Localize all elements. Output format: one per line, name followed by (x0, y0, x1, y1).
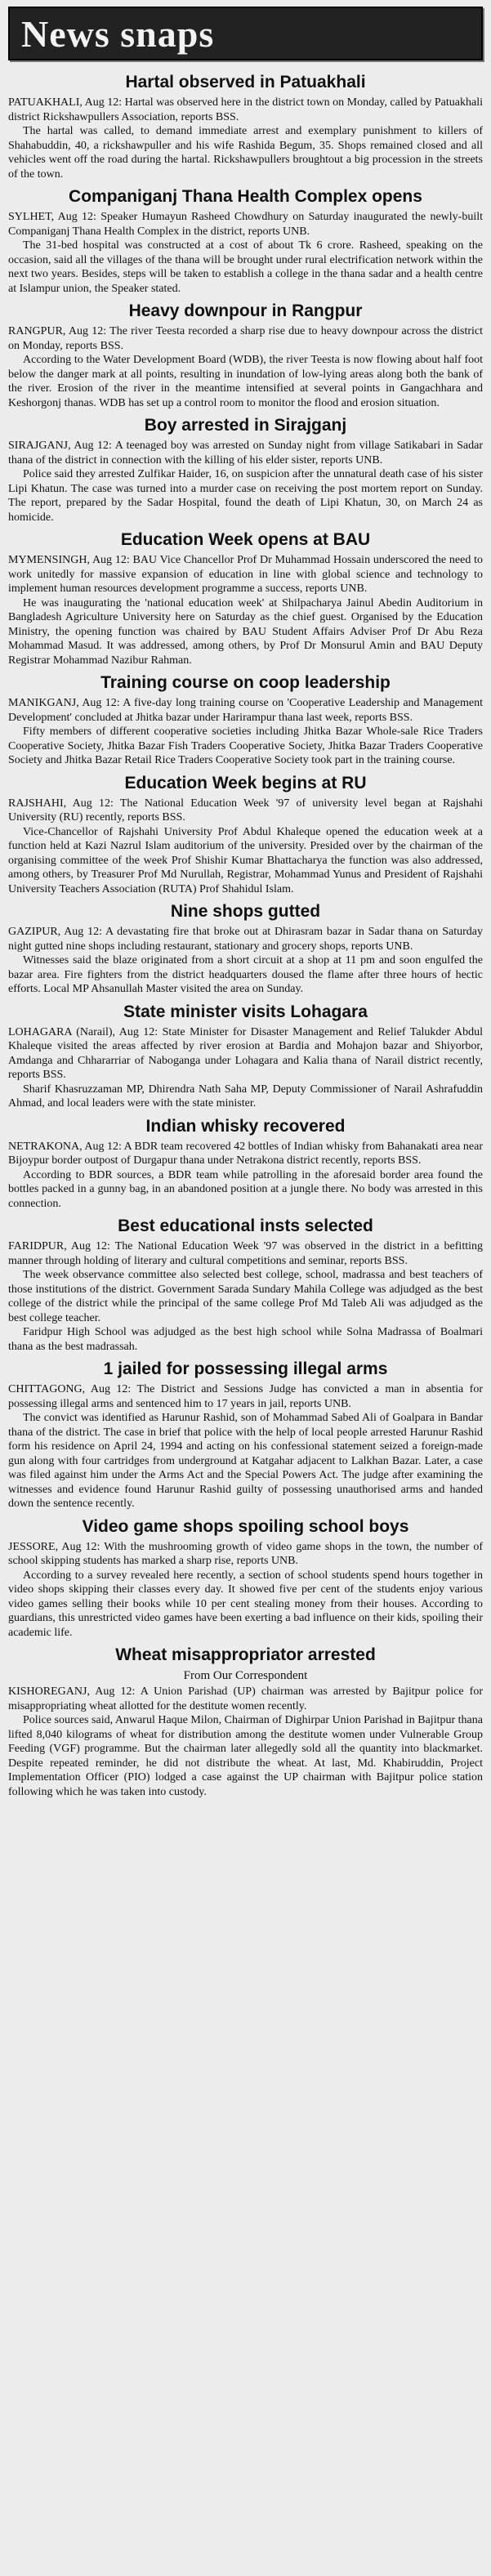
article (8, 72, 483, 181)
article-headline: 1 jailed for possessing illegal arms (103, 1359, 388, 1378)
article-paragraph: KISHOREGANJ, Aug 12: A Union Parishad (UP) chairman was arrested by Bajitpur police for misappropriating wheat allotted for the destitute women recently. (8, 1685, 483, 1712)
article-paragraph: CHITTAGONG, Aug 12: The District and Sessions Judge has convicted a man in absentia for possessing illegal arms and sentenced him to 17 years in jail, reports UNB. (8, 1383, 483, 1410)
article (8, 186, 483, 296)
article-headline: Heavy downpour in Rangpur (128, 301, 363, 320)
article-paragraph: LOHAGARA (Narail), Aug 12: State Minister for Disaster Management and Relief Talukder Abdul Khaleque visited the areas affected by river erosion at Bardia and Mohajon bazar and Shiyorbor, Amdanga and Chhararriar of Naboganga under Lohagara and Kalia thana of Narail district recently, reports BSS. (8, 1025, 483, 1081)
masthead-title: News snaps (8, 7, 483, 60)
article-paragraph: The week observance committee also selected best college, school, madrassa and best teachers of those institutions of the district. Government Sarada Sundary Mahila College was adjudged as the best college of the district while the principal of the same college Prof Md Taleb Ali was adjudged as the best college teacher. (8, 1269, 483, 1324)
article (8, 1116, 483, 1212)
article-paragraph: According to BDR sources, a BDR team while patrolling in the aforesaid border area found the bottles packed in a gunny bag, in an abandoned position at a jungle there. No body was arrested in this connection. (8, 1168, 483, 1210)
article-paragraph: RAJSHAHI, Aug 12: The National Education Week '97 of university level began at Rajshahi University (RU) recently, reports BSS. (8, 797, 483, 824)
article-paragraph: Sharif Khasruzzaman MP, Dhirendra Nath Saha MP, Deputy Commissioner of Narail Ashrafuddin Ahmad, and local leaders were with the state minister. (8, 1083, 483, 1109)
article-paragraph: He was inaugurating the 'national education week' at Shilpacharya Jainul Abedin Auditorium in Bangladesh Agriculture University here on Saturday as the chief guest. Organised by the Education Ministry, the opening function was chaired by BAU Student Affairs Adviser Prof Dr Abu Reza Mohammad Masud. It was addressed, among others, by Prof Dr Monsurul Amin and BAU Deputy Registrar Mohammad Nazibur Rahman. (8, 596, 483, 667)
article-byline: From Our Correspondent (183, 1669, 308, 1682)
article (8, 672, 483, 768)
article (8, 301, 483, 410)
article-headline: Wheat misappropriator arrested (115, 1645, 376, 1664)
article-paragraph: Witnesses said the blaze originated from a short circuit at a shop at 11 pm and soon engulfed the bazar area. Fire fighters from the district headquarters doused the flame after three hours of hectic efforts. Local MP Ahsanullah Master visited the area on Sunday. (8, 954, 483, 995)
article (8, 529, 483, 667)
article (8, 773, 483, 897)
article-paragraph: SIRAJGANJ, Aug 12: A teenaged boy was arrested on Sunday night from village Satikabari in Sadar thana of the district in connection with the killing of his elder sister, reports UNB. (8, 440, 483, 467)
article-headline: Education Week begins at RU (124, 773, 367, 792)
article-headline: Video game shops spoiling school boys (82, 1516, 409, 1536)
article-headline: Indian whisky recovered (145, 1116, 346, 1136)
article-headline: Nine shops gutted (170, 902, 321, 921)
article-headline: State minister visits Lohagara (123, 1002, 368, 1021)
articles-column (8, 72, 483, 1799)
article-paragraph: Fifty members of different cooperative societies including Jhitka Bazar Whole-sale Rice Traders Cooperative Society, Jhitka Bazar Fish Traders Cooperative Society, Jhitka Bazar Traders Cooperative Society and Jhitka Bazar Retail Rice Traders Cooperative Society took part in the training course. (8, 725, 483, 766)
article-paragraph: According to a survey revealed here recently, a section of school students spend hours together in video shops skipping their classes every day. It showed five per cent of the students enjoy various video games selling their books while 10 per cent stealing money from their houses. According to guardians, this unrestricted video games have been exerting a bad influence on their kids, spoiling their academic life. (8, 1569, 483, 1639)
article-headline: Companiganj Thana Health Complex opens (69, 187, 422, 206)
article-paragraph: MANIKGANJ, Aug 12: A five-day long training course on 'Cooperative Leadership and Management Development' concluded at Jhitka bazar under Harirampur thana last week, reports BSS. (8, 697, 483, 724)
article-headline: Best educational insts selected (118, 1217, 373, 1235)
article-paragraph: Police said they arrested Zulfikar Haider, 16, on suspicion after the unnatural death case of his sister Lipi Khatun. The case was turned into a murder case on receiving the post mortem report on Sunday. The report, prepared by the Sadar Hospital, found the death of Lipi Khatun, 30, on March 24 as homicide. (8, 468, 483, 524)
article-headline: Education Week opens at BAU (120, 530, 371, 549)
article (8, 1516, 483, 1641)
article-paragraph: MYMENSINGH, Aug 12: BAU Vice Chancellor Prof Dr Muhammad Hossain underscored the need to work unitedly for massive expansion of education in line with global science and technology to implement human resources development programme a success, reports UNB. (8, 554, 483, 595)
article (8, 415, 483, 525)
article-headline: Hartal observed in Patuakhali (125, 73, 366, 92)
article-paragraph: GAZIPUR, Aug 12: A devastating fire that broke out at Dhirasram bazar in Sadar thana on Saturday night gutted nine shops including restaurant, stationary and grocery shops, reports UNB. (8, 926, 483, 953)
article-paragraph: The hartal was called, to demand immediate arrest and exemplary punishment to killers of Shahabuddin, 40, a rickshawpuller and his wife Rashida Begum, 35. Shops remained closed and all vehicles went off the road during the hartal. Rickshawpullers broughtout a big procession in the streets of the town. (8, 125, 483, 181)
article (8, 1002, 483, 1111)
article-paragraph: According to the Water Development Board (WDB), the river Teesta is now flowing about half foot below the danger mark at all points, resulting in inundation of low-lying areas along both the bank of the river. Erosion of the river in the meantime intensified at several points in Gangachhara and Keshorgonj thanas. WDB has set up a control room to monitor the flood and erosion situation. (8, 354, 483, 409)
article-paragraph: JESSORE, Aug 12: With the mushrooming growth of video game shops in the town, the number of school skipping students has marked a sharp rise, reports UNB. (8, 1540, 483, 1567)
article-paragraph: FARIDPUR, Aug 12: The National Education Week '97 was observed in the district in a befitting manner through holding of literary and cultural competitions and seminar, reports BSS. (8, 1240, 483, 1267)
article-paragraph: Faridpur High School was adjudged as the best high school while Solna Madrassa of Boalmari thana as the best madrassah. (8, 1326, 483, 1353)
newspaper-page (0, 7, 491, 2576)
article-paragraph: The 31-bed hospital was constructed at a cost of about Tk 6 crore. Rasheed, speaking on the occasion, said all the villages of the thana will be brought under rural electrification network within the next two years. Besides, steps will be taken to establish a college in the thana sadar and a health centre at Islampur union, the Speaker stated. (8, 239, 483, 295)
article-paragraph: Police sources said, Anwarul Haque Milon, Chairman of Dighirpar Union Parishad in Bajitpur thana lifted 8,040 kilograms of wheat for distribution among the destitute women under Vulnerable Group Feeding (VGF) programme. But the chairman later allegedly sold all the quantity into blackmarket. Despite repeated reminder, he did not distribute the wheat. At last, Md. Khabiruddin, Project Implementation Officer (PIO) lodged a case against the UP chairman with Bajitpur police station following which he was taken into custody. (8, 1714, 483, 1798)
article (8, 901, 483, 997)
article-paragraph: SYLHET, Aug 12: Speaker Humayun Rasheed Chowdhury on Saturday inaugurated the newly-built Companiganj Thana Health Complex in the district, reports UNB. (8, 211, 483, 238)
article (8, 1359, 483, 1511)
article-headline: Training course on coop leadership (100, 673, 391, 692)
article-headline: Boy arrested in Sirajganj (144, 416, 347, 435)
article-paragraph: The convict was identified as Harunur Rashid, son of Mohammad Sabed Ali of Goalpara in Bandar thana of the district. The case in brief that police with the help of local people arrested Harunur Rashid form his residence on April 24, 1994 and acting on his confessional statement seized a foreign-made gun along with four cartridges from underground at Katgahar adjacent to Lalkhan Bazar. Later, a case was filed against him under the Arms Act and the Special Powers Act. The judge after examining the witnesses and evidence found Harunur Rashid guilty of possessing unauthorised arms and handed down the sentence recently. (8, 1412, 483, 1510)
article (8, 1645, 483, 1799)
article-paragraph: PATUAKHALI, Aug 12: Hartal was observed here in the district town on Monday, called by Patuakhali district Rickshawpullers Association, reports BSS. (8, 96, 483, 123)
article (8, 1216, 483, 1354)
article-paragraph: RANGPUR, Aug 12: The river Teesta recorded a sharp rise due to heavy downpour across the district on Monday, reports BSS. (8, 325, 483, 352)
article-paragraph: Vice-Chancellor of Rajshahi University Prof Abdul Khaleque opened the education week at a function held at Kazi Nazrul Islam auditorium of the university. Presided over by the chairman of the organising committee of the week Prof Shishir Kumar Bhattacharya the function was also addressed, among others, by Treasurer Prof Md Nurullah, Registrar, Mohammad Yunus and President of Rajshahi University Teachers Association (RUTA) Prof Shahidul Islam. (8, 825, 483, 895)
article-paragraph: NETRAKONA, Aug 12: A BDR team recovered 42 bottles of Indian whisky from Bahanakati area near Bijoypur border outpost of Durgapur thana under Netrakona district recently, reports BSS. (8, 1140, 483, 1167)
